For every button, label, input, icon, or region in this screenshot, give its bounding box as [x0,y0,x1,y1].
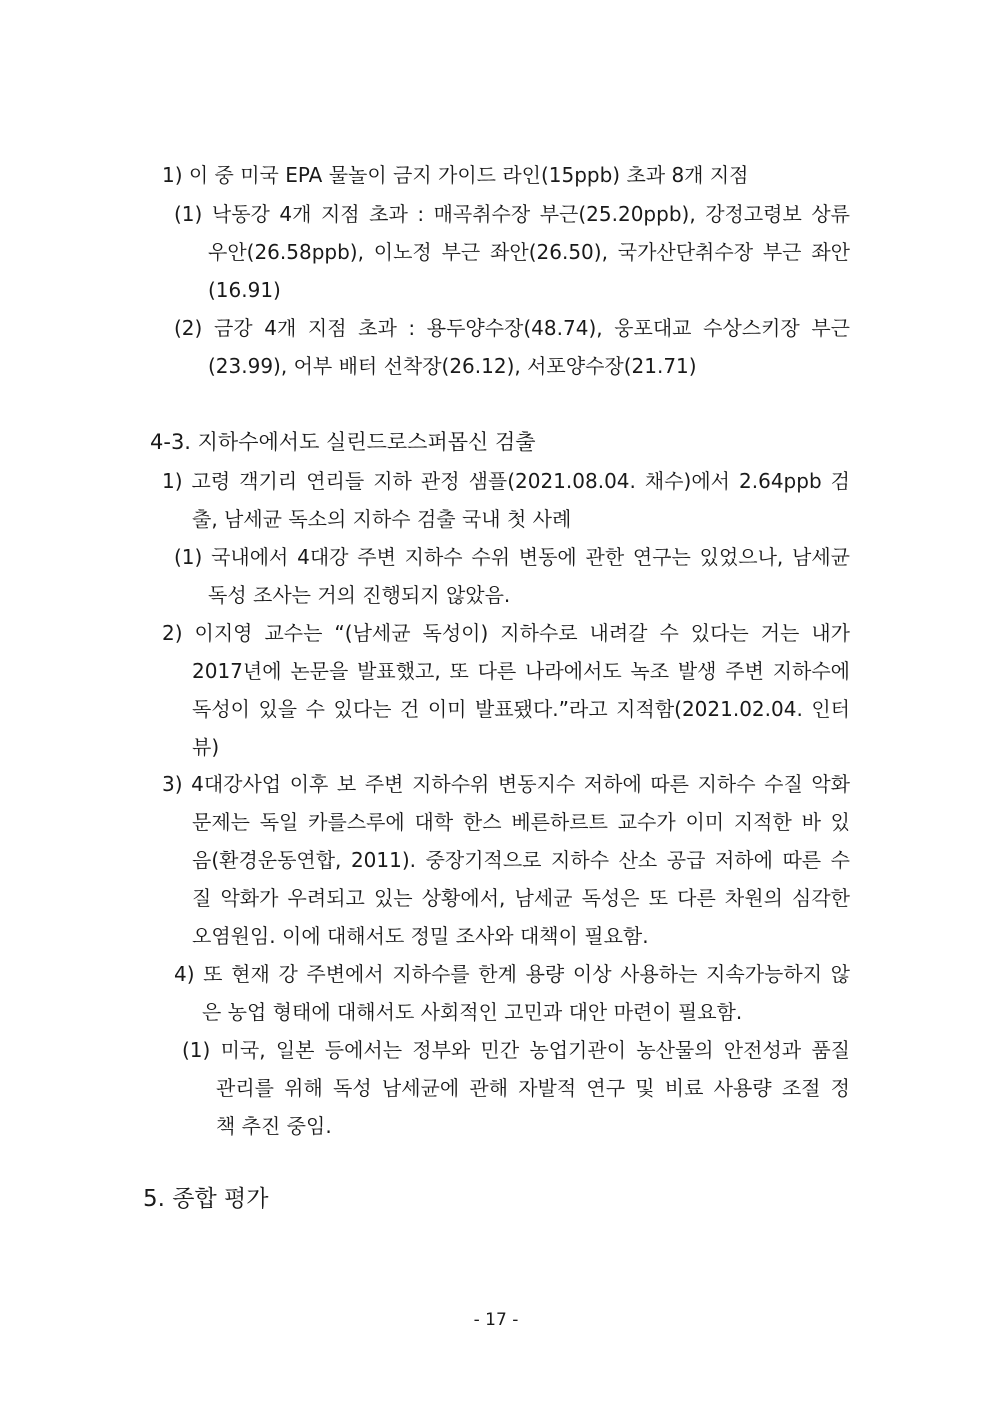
text-line: 1) 이 중 미국 EPA 물놀이 금지 가이드 라인(15ppb) 초과 8개 지점 [162,163,749,187]
text-line: 2) 이지영 교수는 “(남세균 독성이) 지하수로 내려갈 수 있다는 거는 내가 [162,621,850,645]
text-line: (1) 낙동강 4개 지점 초과 : 매곡취수장 부근(25.20ppb), 강정고령보 상류 [174,202,850,226]
text-line: 관리를 위해 독성 남세균에 관해 자발적 연구 및 비료 사용량 조절 정 [216,1076,850,1100]
text-line: (16.91) [208,278,281,302]
text-line: 3) 4대강사업 이후 보 주변 지하수위 변동지수 저하에 따른 지하수 수질 악화 [162,772,850,796]
text-line: (23.99), 어부 배터 선착장(26.12), 서포양수장(21.71) [208,354,697,378]
page-number: - 17 - [473,1310,519,1330]
text-line: (1) 국내에서 4대강 주변 지하수 수위 변동에 관한 연구는 있었으나, 남세균 [174,545,850,569]
text-line: 오염원임. 이에 대해서도 정밀 조사와 대책이 필요함. [192,924,649,948]
text-line: 은 농업 형태에 대해서도 사회적인 고민과 대안 마련이 필요함. [202,1000,743,1024]
text-line: 음(환경운동연합, 2011). 중장기적으로 지하수 산소 공급 저하에 따른 수 [192,848,850,872]
text-line: 독성 조사는 거의 진행되지 않았음. [208,583,511,607]
text-line: 뷰) [192,735,220,759]
text-line: 질 악화가 우려되고 있는 상황에서, 남세균 독성은 또 다른 차원의 심각한 [192,886,850,910]
text-line: 책 추진 중임. [216,1114,332,1138]
text-line: (2) 금강 4개 지점 초과 : 용두양수장(48.74), 웅포대교 수상스키장 부근 [174,316,850,340]
text-line: 우안(26.58ppb), 이노정 부근 좌안(26.50), 국가산단취수장 부근 좌안 [208,240,850,264]
text-line: 1) 고령 객기리 연리들 지하 관정 샘플(2021.08.04. 채수)에서 2.64ppb 검 [162,469,850,493]
text-line: 독성이 있을 수 있다는 건 이미 발표됐다.”라고 지적함(2021.02.04. 인터 [192,697,850,721]
section-heading: 4-3. 지하수에서도 실린드로스퍼몹신 검출 [150,430,536,454]
section-heading: 5. 종합 평가 [143,1186,269,1212]
text-line: (1) 미국, 일본 등에서는 정부와 민간 농업기관이 농산물의 안전성과 품질 [182,1038,850,1062]
text-line: 4) 또 현재 강 주변에서 지하수를 한계 용량 이상 사용하는 지속가능하지 않 [174,962,850,986]
text-line: 2017년에 논문을 발표했고, 또 다른 나라에서도 녹조 발생 주변 지하수에 [192,659,850,683]
text-line: 문제는 독일 카를스루에 대학 한스 베른하르트 교수가 이미 지적한 바 있 [192,810,850,834]
text-line: 출, 남세균 독소의 지하수 검출 국내 첫 사례 [192,507,572,531]
